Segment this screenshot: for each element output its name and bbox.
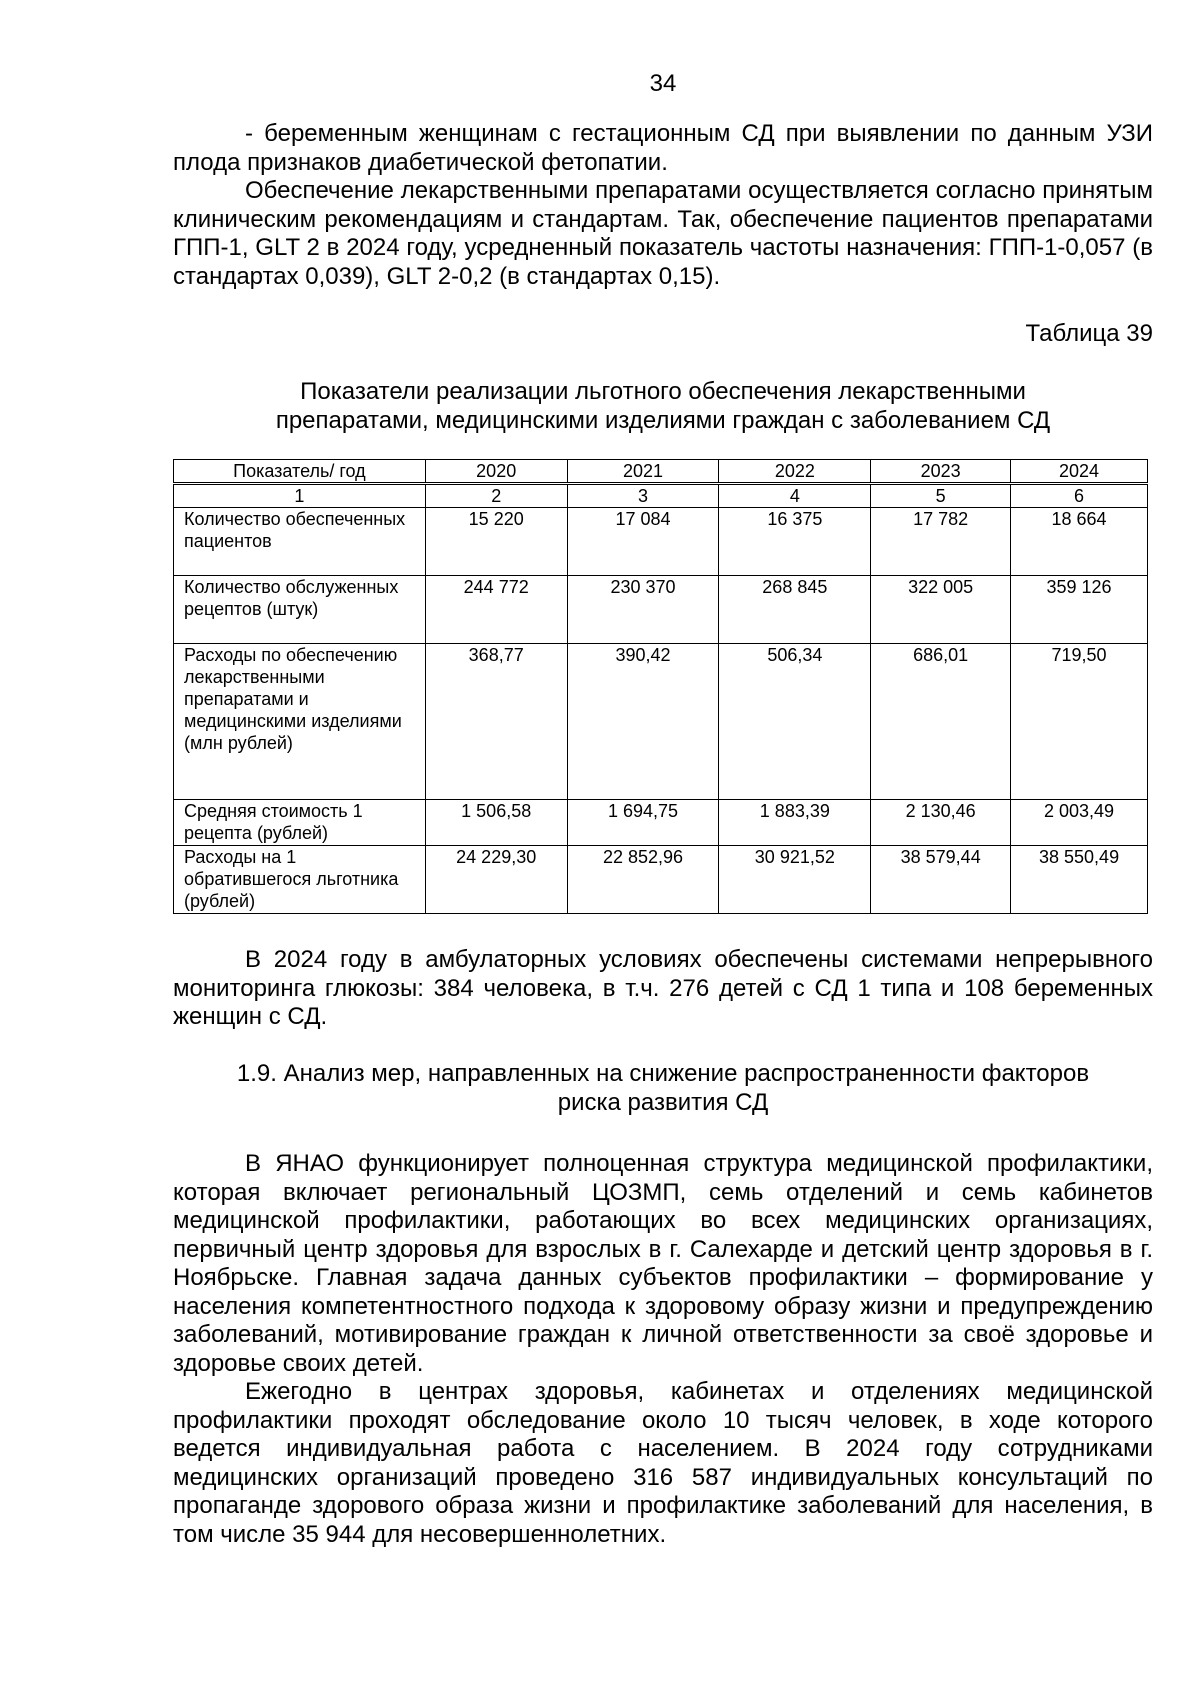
cell-value: 16 375: [719, 508, 871, 576]
cell-value: 38 579,44: [871, 846, 1011, 914]
col-number: 3: [567, 485, 719, 508]
intro-text: [173, 120, 1153, 291]
table-row: [174, 644, 1148, 800]
header-2022: 2022: [719, 460, 871, 483]
col-number: 4: [719, 485, 871, 508]
header-2021: 2021: [567, 460, 719, 483]
section-heading-line-1: 1.9. Анализ мер, направленных на снижение распространенности факторов: [236, 1060, 1090, 1087]
table-column-numbers-row: [174, 485, 1148, 508]
indicators-table: [173, 459, 1148, 914]
header-2020: 2020: [425, 460, 567, 483]
cell-value: 1 694,75: [567, 800, 719, 846]
cell-value: 368,77: [425, 644, 567, 800]
cell-value: 268 845: [719, 576, 871, 644]
col-number: 6: [1011, 485, 1148, 508]
cell-value: 30 921,52: [719, 846, 871, 914]
cell-value: 719,50: [1011, 644, 1148, 800]
cell-value: 22 852,96: [567, 846, 719, 914]
cell-value: 244 772: [425, 576, 567, 644]
row-label: Средняя стоимость 1 рецепта (рублей): [174, 800, 426, 846]
cell-value: 1 883,39: [719, 800, 871, 846]
table-title-line-1: Показатели реализации льготного обеспечения лекарственными: [300, 378, 1026, 405]
section-heading: [173, 1060, 1153, 1117]
row-label: Расходы по обеспечению лекарственными препаратами и медицинскими изделиями (млн рублей): [174, 644, 426, 800]
table-header-row: [174, 460, 1148, 483]
header-2023: 2023: [871, 460, 1011, 483]
section-paragraph-2: Ежегодно в центрах здоровья, кабинетах и отделениях медицинской профилактики проходят обследование около 10 тысяч человек, в ходе которого ведется индивидуальная работа с населением. В 2024 году сотрудниками медицинских организаций проведено 316 587 индивидуальных консультаций по пропаганде здорового образа жизни и профилактике заболеваний для населения, в том числе 35 944 для несовершеннолетних.: [173, 1378, 1153, 1548]
cell-value: 686,01: [871, 644, 1011, 800]
after-table-paragraph: В 2024 году в амбулаторных условиях обеспечены системами непрерывного мониторинга глюкозы: 384 человека, в т.ч. 276 детей с СД 1 типа и 108 беременных женщин с СД.: [173, 946, 1153, 1030]
cell-value: 390,42: [567, 644, 719, 800]
col-number: 5: [871, 485, 1011, 508]
cell-value: 17 782: [871, 508, 1011, 576]
intro-paragraph-1: - беременным женщинам с гестационным СД при выявлении по данным УЗИ плода признаков диабетической фетопатии.: [173, 120, 1153, 176]
intro-paragraph-2: Обеспечение лекарственными препаратами осуществляется согласно принятым клиническим рекомендациям и стандартам. Так, обеспечение пациентов препаратами ГПП-1, GLT 2 в 2024 году, усредненный показатель частоты назначения: ГПП-1-0,057 (в стандартах 0,039), GLT 2-0,2 (в стандартах 0,15).: [173, 177, 1153, 290]
cell-value: 1 506,58: [425, 800, 567, 846]
cell-value: 17 084: [567, 508, 719, 576]
row-label: Количество обслуженных рецептов (штук): [174, 576, 426, 644]
cell-value: 38 550,49: [1011, 846, 1148, 914]
table-title: [173, 378, 1153, 435]
section-text: [173, 1150, 1153, 1549]
table-row: [174, 576, 1148, 644]
section-paragraph-1: В ЯНАО функционирует полноценная структура медицинской профилактики, которая включает региональный ЦОЗМП, семь отделений и семь кабинетов медицинской профилактики, работающих во всех медицинских организациях, первичный центр здоровья для взрослых в г. Салехарде и детский центр здоровья в г. Ноябрьске. Главная задача данных субъектов профилактики – формирование у населения компетентностного подхода к здоровому образу жизни и предупреждению заболеваний, мотивирование граждан к личной ответственности за своё здоровье и здоровье своих детей.: [173, 1150, 1153, 1377]
cell-value: 359 126: [1011, 576, 1148, 644]
section-heading-line-2: риска развития СД: [557, 1088, 769, 1116]
cell-value: 230 370: [567, 576, 719, 644]
cell-value: 18 664: [1011, 508, 1148, 576]
table-label: Таблица 39: [1025, 320, 1153, 347]
table-title-line-2: препаратами, медицинскими изделиями граждан с заболеванием СД: [275, 406, 1051, 434]
after-table-text: [173, 946, 1153, 1032]
row-label: Расходы на 1 обратившегося льготника (рублей): [174, 846, 426, 914]
col-number: 1: [174, 485, 426, 508]
cell-value: 2 003,49: [1011, 800, 1148, 846]
header-indicator: Показатель/ год: [174, 460, 426, 483]
table-row: [174, 846, 1148, 914]
header-2024: 2024: [1011, 460, 1148, 483]
cell-value: 24 229,30: [425, 846, 567, 914]
col-number: 2: [425, 485, 567, 508]
cell-value: 506,34: [719, 644, 871, 800]
cell-value: 2 130,46: [871, 800, 1011, 846]
page-number: 34: [649, 70, 677, 97]
table-row: [174, 800, 1148, 846]
cell-value: 15 220: [425, 508, 567, 576]
table-row: [174, 508, 1148, 576]
row-label: Количество обеспеченных пациентов: [174, 508, 426, 576]
cell-value: 322 005: [871, 576, 1011, 644]
